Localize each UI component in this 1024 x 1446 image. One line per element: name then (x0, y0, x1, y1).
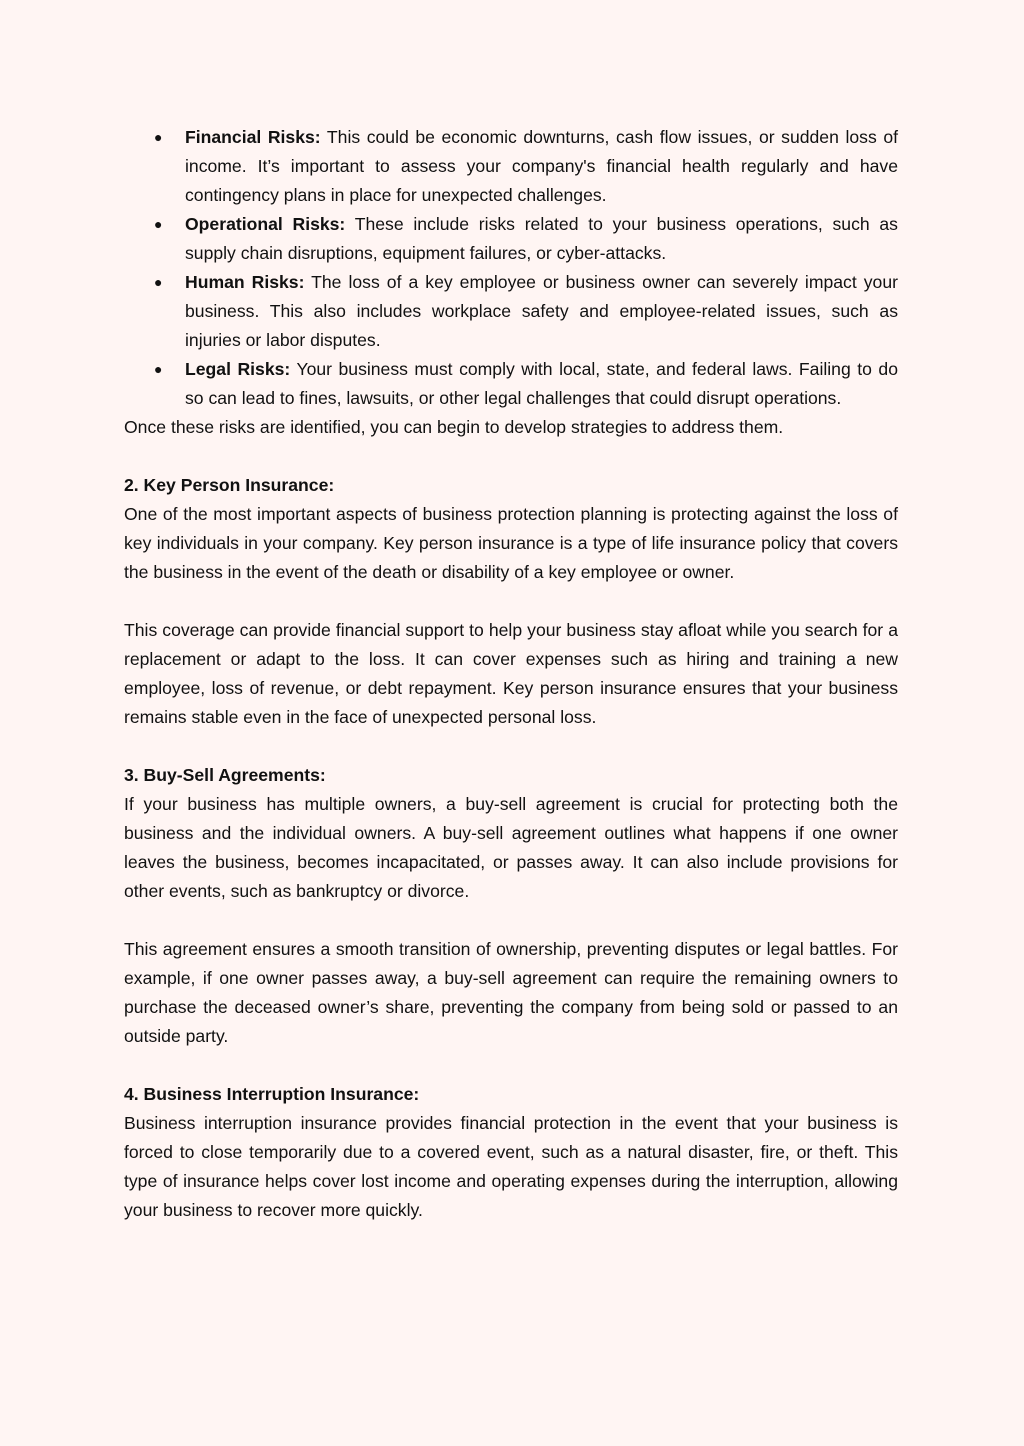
risk-description: Your business must comply with local, state, and federal laws. Failing to do so can lead to fines, lawsuits, or other legal challenges that could disrupt operations. (185, 359, 898, 408)
risk-description: These include risks related to your business operations, such as supply chain disruptions, equipment failures, or cyber-attacks. (185, 214, 898, 263)
bullet-icon: ● (154, 129, 163, 145)
bullet-icon: ● (154, 274, 163, 290)
document-body (124, 123, 898, 1225)
section-heading-buy-sell-agreements: 3. Buy-Sell Agreements: (124, 765, 326, 785)
paragraph-spacer (124, 1051, 898, 1080)
paragraph-spacer (124, 442, 898, 471)
interruption-paragraph-1: Business interruption insurance provides financial protection in the event that your business is forced to close temporarily due to a covered event, such as a natural disaster, fire, or theft. This type of insurance helps cover lost income and operating expenses during the interruption, allowing your business to recover more quickly. (124, 1113, 898, 1220)
key-person-paragraph-1: One of the most important aspects of business protection planning is protecting against the loss of key individuals in your company. Key person insurance is a type of life insurance policy that covers the business in the event of the death or disability of a key employee or owner. (124, 504, 898, 582)
list-item-human-risks (124, 268, 898, 355)
risk-term: Operational Risks: (185, 214, 346, 234)
paragraph-spacer (124, 906, 898, 935)
bullet-icon: ● (154, 216, 163, 232)
risk-term: Human Risks: (185, 272, 305, 292)
paragraph-spacer (124, 587, 898, 616)
risks-conclusion: Once these risks are identified, you can begin to develop strategies to address them. (124, 417, 784, 437)
paragraph-spacer (124, 732, 898, 761)
list-item-legal-risks (124, 355, 898, 413)
risk-term: Financial Risks: (185, 127, 321, 147)
risk-description: The loss of a key employee or business owner can severely impact your business. This also includes workplace safety and employee-related issues, such as injuries or labor disputes. (185, 272, 898, 350)
list-item-financial-risks (124, 123, 898, 210)
section-heading-business-interruption-insurance: 4. Business Interruption Insurance: (124, 1084, 420, 1104)
bullet-icon: ● (154, 361, 163, 377)
risk-description: This could be economic downturns, cash flow issues, or sudden loss of income. It’s important to assess your company's financial health regularly and have contingency plans in place for unexpected challenges. (185, 127, 898, 205)
buy-sell-paragraph-1: If your business has multiple owners, a buy-sell agreement is crucial for protecting both the business and the individual owners. A buy-sell agreement outlines what happens if one owner leaves the business, becomes incapacitated, or passes away. It can also include provisions for other events, such as bankruptcy or divorce. (124, 794, 898, 901)
risk-list (124, 123, 898, 413)
list-item-operational-risks (124, 210, 898, 268)
section-heading-key-person-insurance: 2. Key Person Insurance: (124, 475, 335, 495)
key-person-paragraph-2: This coverage can provide financial support to help your business stay afloat while you search for a replacement or adapt to the loss. It can cover expenses such as hiring and training a new employee, loss of revenue, or debt repayment. Key person insurance ensures that your business remains stable even in the face of unexpected personal loss. (124, 620, 898, 727)
risk-term: Legal Risks: (185, 359, 291, 379)
buy-sell-paragraph-2: This agreement ensures a smooth transition of ownership, preventing disputes or legal battles. For example, if one owner passes away, a buy-sell agreement can require the remaining owners to purchase the deceased owner’s share, preventing the company from being sold or passed to an outside party. (124, 939, 898, 1046)
